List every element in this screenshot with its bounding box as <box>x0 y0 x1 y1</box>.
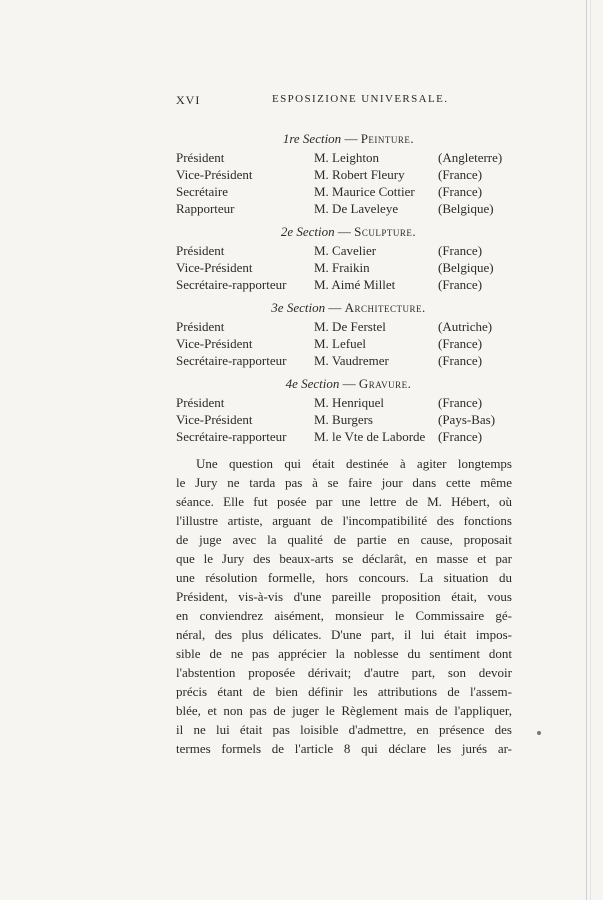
section-architecture <box>176 298 521 369</box>
text-line: l'illustre artiste, arguant de l'incompatibilité des fonctions <box>176 513 512 528</box>
role: Président <box>176 150 225 165</box>
running-title: ESPOSIZIONE UNIVERSALE. <box>272 93 449 105</box>
text-line: séance. Elle fut posée par une lettre de M. Hébert, où <box>176 494 512 509</box>
role: Secrétaire-rapporteur <box>176 429 287 444</box>
role: Vice-Président <box>176 412 253 427</box>
text-line: Une question qui était destinée à agiter longtemps <box>196 456 512 471</box>
text-line: le Jury ne tarda pas à se faire jour dans cette même <box>176 475 512 490</box>
country: (Autriche) <box>438 319 493 334</box>
person: M. le Vte de Laborde <box>314 429 426 444</box>
jury-row <box>176 149 521 166</box>
text-line: l'abstention proposée dérivait; d'autre part, son devoir <box>176 665 512 680</box>
country: (France) <box>438 353 483 368</box>
text-line: blée, et non pas de juger le Règlement mais de l'appliquer, <box>176 703 512 718</box>
section-title: 2e Section — Sculpture. <box>280 224 417 239</box>
text-line: que le Jury des beaux-arts se déclarât, en masse et par <box>176 551 512 566</box>
person: M. De Ferstel <box>314 319 386 334</box>
text-line: il ne lui était pas loisible d'admettre, en présence des <box>176 722 512 737</box>
jury-row <box>176 318 521 335</box>
page-number: XVI <box>176 93 201 107</box>
jury-row <box>176 200 521 217</box>
text-line: de juge avec la qualité de partie en cause, proposait <box>176 532 512 547</box>
role: Secrétaire-rapporteur <box>176 353 287 368</box>
text-line: une résolution formelle, hors concours. La situation du <box>176 570 512 585</box>
person: M. Fraikin <box>314 260 370 275</box>
country: (Belgique) <box>438 260 494 275</box>
role: Président <box>176 319 225 334</box>
person: M. Vaudremer <box>314 353 389 368</box>
ink-speck <box>537 731 541 735</box>
jury-row <box>176 242 521 259</box>
person: M. De Laveleye <box>314 201 399 216</box>
country: (Angleterre) <box>438 150 503 165</box>
country: (France) <box>438 336 483 351</box>
person: M. Burgers <box>314 412 373 427</box>
jury-row <box>176 428 521 445</box>
jury-row <box>176 183 521 200</box>
section-sculpture <box>176 222 521 293</box>
jury-row <box>176 352 521 369</box>
role: Vice-Président <box>176 336 253 351</box>
person: M. Lefuel <box>314 336 366 351</box>
text-line: termes formels de l'article 8 qui déclare les jurés ar- <box>176 741 512 756</box>
person: M. Aimé Millet <box>314 277 396 292</box>
person: M. Maurice Cottier <box>314 184 415 199</box>
role: Vice-Président <box>176 167 253 182</box>
text-line: néral, des plus délicates. D'une part, il lui était impos- <box>176 627 512 642</box>
country: (France) <box>438 277 483 292</box>
section-peinture <box>176 129 521 217</box>
text-line: précis étant de bien définir les attributions de l'assem- <box>176 684 512 699</box>
jury-row <box>176 166 521 183</box>
country: (France) <box>438 395 483 410</box>
role: Secrétaire <box>176 184 228 199</box>
section-title: 4e Section — Gravure. <box>285 376 412 391</box>
section-title: 1re Section — Peinture. <box>282 131 415 146</box>
country: (France) <box>438 429 483 444</box>
role: Rapporteur <box>176 201 235 216</box>
role: Président <box>176 395 225 410</box>
section-gravure <box>176 374 521 445</box>
section-title: 3e Section — Architecture. <box>271 300 426 315</box>
running-header <box>176 93 516 111</box>
country: (Pays-Bas) <box>438 412 496 427</box>
text-line: sible de ne pas apprécier la noblesse du sentiment dont <box>176 646 512 661</box>
country: (Belgique) <box>438 201 494 216</box>
person: M. Robert Fleury <box>314 167 405 182</box>
country: (France) <box>438 167 483 182</box>
role: Vice-Président <box>176 260 253 275</box>
text-line: Président, vis-à-vis d'une pareille proposition était, vous <box>176 589 512 604</box>
person: M. Leighton <box>314 150 379 165</box>
text-line: en conviendrez aisément, monsieur le Commissaire gé- <box>176 608 512 623</box>
jury-row <box>176 259 521 276</box>
jury-row <box>176 411 521 428</box>
role: Secrétaire-rapporteur <box>176 277 287 292</box>
country: (France) <box>438 243 483 258</box>
role: Président <box>176 243 225 258</box>
country: (France) <box>438 184 483 199</box>
body-paragraph <box>176 454 512 758</box>
person: M. Henriquel <box>314 395 385 410</box>
person: M. Cavelier <box>314 243 377 258</box>
jury-row <box>176 394 521 411</box>
jury-row <box>176 335 521 352</box>
jury-row <box>176 276 521 293</box>
